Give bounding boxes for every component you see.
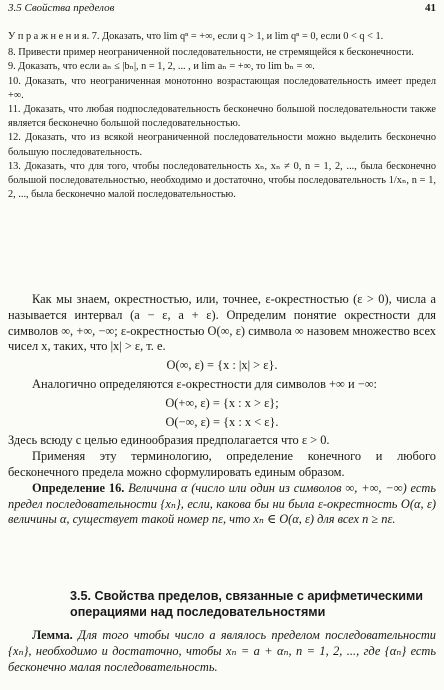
running-header (8, 2, 436, 20)
page-number: 41 (425, 2, 436, 14)
formula-neighborhood-infinity: O(∞, ε) = {x : |x| > ε}. (166, 358, 278, 373)
exercise-9: 9. Доказать, что если aₙ ≤ |bₙ|, n = 1, 2, ... , и lim aₙ = +∞, то lim bₙ = ∞. (8, 61, 315, 73)
lemma-block (8, 628, 436, 675)
exercise-11: 11. Доказать, что любая подпоследовательность бесконечно большой последовательности также является бесконечно большой последовательностью. (8, 104, 436, 130)
definition-label: Определение 16. (32, 480, 125, 495)
section-heading-line1: 3.5. Свойства пределов, связанные с арифметическими (70, 589, 424, 603)
section-heading-line2: операциями над последовательностями (70, 605, 326, 619)
exercises-block (8, 30, 436, 202)
paragraph-epsilon-positive: Здесь всюду с целью единообразия предполагается что ε > 0. (8, 433, 330, 448)
formula-minus-infinity: O(−∞, ε) = {x : x < ε}. (165, 414, 279, 429)
lemma-text: Для того чтобы число a являлось пределом последовательности {xₙ}, необходимо и достаточно, чтобы xₙ = a + αₙ, n = 1, 2, ..., где {αₙ} есть бесконечно малая последовательность. (8, 628, 436, 674)
running-header-title: 3.5 Свойства пределов (8, 2, 115, 14)
definition-16 (8, 481, 436, 528)
lemma-label: Лемма. (32, 628, 73, 642)
paragraph-neighborhood: Как мы знаем, окрестностью, или, точнее, ε-окрестностью (ε > 0), числа a называется интервал (a − ε, a + ε). Определим понятие окрестности для символов ∞, +∞, −∞; ε-окрестностью O(∞, ε) символа ∞ назовем множество всех чисел x, таких, что |x| > ε, т. е. (8, 292, 436, 354)
exercise-10: 10. Доказать, что неограниченная монотонно возрастающая последовательность имеет предел +∞. (8, 75, 436, 101)
lemma (8, 628, 436, 675)
paragraph-analogous: Аналогично определяются ε-окрестности для символов +∞ и −∞: (32, 376, 377, 391)
paragraph-terminology: Применяя эту терминологию, определение конечного и любого бесконечного предела можно сформулировать единым образом. (8, 449, 436, 479)
exercise-8: 8. Привести пример неограниченной последовательности, не стремящейся к бесконечности. (8, 47, 414, 59)
exercise-7: У п р а ж н е н и я. 7. Доказать, что lim qⁿ = +∞, если q > 1, и lim qⁿ = 0, если 0 < q < 1. (8, 31, 384, 42)
formula-plus-infinity: O(+∞, ε) = {x : x > ε}; (165, 395, 279, 410)
exercise-13: 13. Доказать, что для того, чтобы последовательность xₙ, xₙ ≠ 0, n = 1, 2, ..., была бесконечно большой последовательностью, необходимо и достаточно, чтобы последовательность 1/xₙ, n = 1, 2, ..., была бесконечно малой последовательностью. (8, 160, 436, 201)
exercise-12: 12. Доказать, что из всякой неограниченной последовательности можно выделить бесконечно большую последовательность. (8, 132, 436, 158)
section-heading (70, 588, 430, 620)
definition-text: Величина α (число или один из символов ∞, +∞, −∞) есть предел последовательности {xₙ}, если, какова бы ни была ε-окрестность O(α, ε) величины α, существует такой номер nε, что xₙ ∈ O(α, ε) для всех n ≥ nε. (8, 480, 436, 527)
main-text (8, 292, 436, 528)
